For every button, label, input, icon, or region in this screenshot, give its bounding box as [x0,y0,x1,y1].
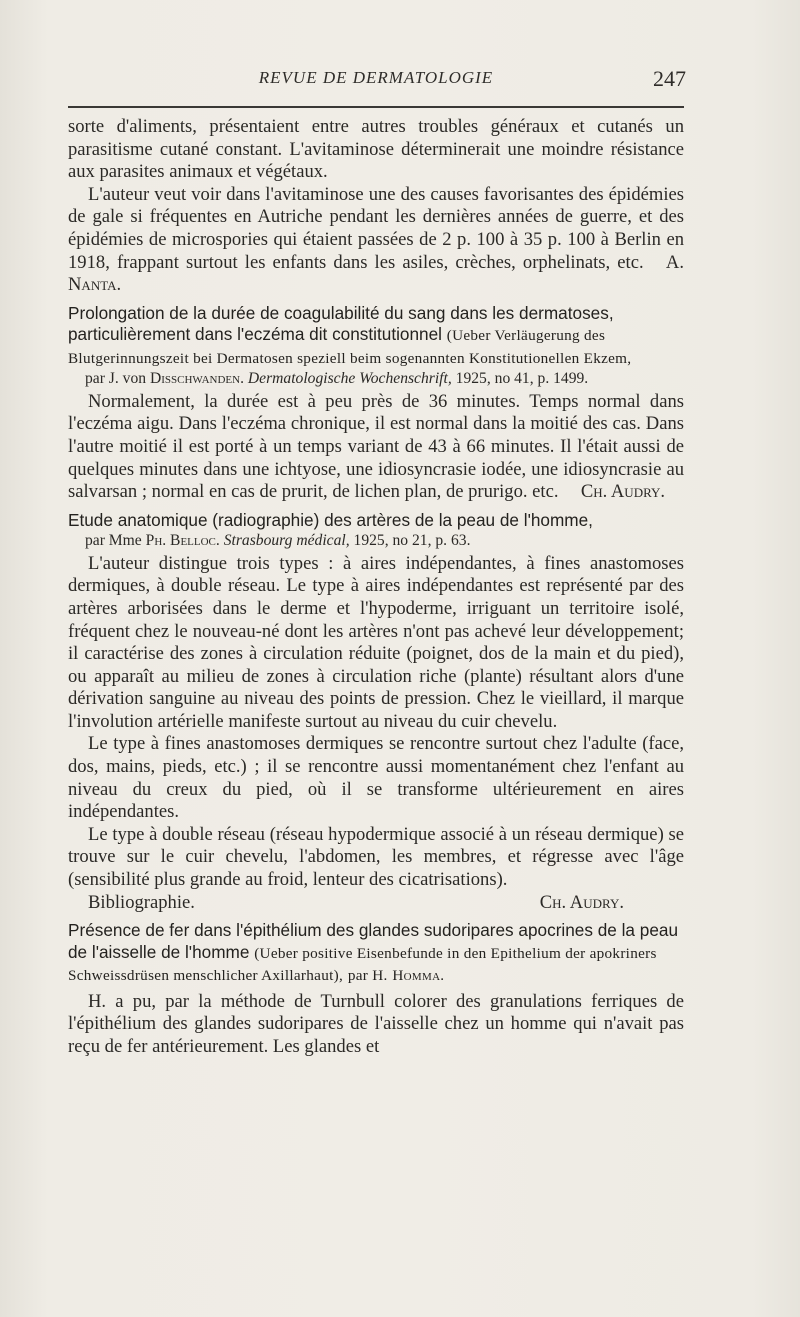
paragraph-fer: H. a pu, par la méthode de Turnbull colorer des granulations ferriques de l'épithélium des glandes sudoripares de l'aisselle chez un homme qui n'avait pas reçu de fer antérieurement. Les glandes et [68,990,684,1057]
bibliography-label: Bibliographie. [88,891,195,913]
author-prefix: par H. [347,967,388,985]
page-content [68,116,684,1059]
journal-name: Strasbourg médical, [223,532,350,550]
paragraph-coagulation [68,391,684,504]
citation-ref: 1925, no 21, p. 63. [353,532,471,550]
article-citation [68,531,684,551]
author-name: Ph. Belloc. [145,532,220,550]
paragraph-continuation: sorte d'aliments, présentaient entre autres troubles généraux et cutanés un parasitisme cutané constant. L'avitaminose déterminerait une moindre résistance aux parasites animaux et végétaux. [68,116,684,183]
bibliography-line [68,892,684,915]
paragraph-coagulation-text: Normalement, la durée est à peu près de 36 minutes. Temps normal dans l'eczéma aigu. Dans l'eczéma chronique, il est normal dans la moitié des cas. Dans l'autre moitié il est porté à un temps variant de 43 à 66 minutes. Il l'était aussi de quelques minutes dans une ichtyose, une idiosyncrasie iodée, une idiosyncrasie au salvarsan ; normal en cas de prurit, de lichen plan, de prurigo. etc. [68,390,684,503]
author-prefix: par Mme [85,532,142,550]
author-name: Disschwanden. [149,370,244,388]
author-name: Homma. [392,967,445,985]
running-title: REVUE DE DERMATOLOGIE [258,68,494,87]
page-header [68,66,684,100]
paragraph-double-reseau: Le type à double réseau (réseau hypodermique associé à un réseau dermique) se trouve sur le cuir chevelu, l'abdomen, les membres, et régresse avec l'âge (sensibilité plus grande au froid, lenteur des cicatrisations). [68,823,684,891]
signature-audry: Ch. Audry. [539,891,624,913]
paragraph-anastomoses: Le type à fines anastomoses dermiques se rencontre surtout chez l'adulte (face, dos, mains, pieds, etc.) ; il se rencontre aussi momentanément chez l'enfant au niveau du creux du pied, où il se transforme ultérieurement en aires indépendantes. [68,733,684,823]
article-title-text: Prolongation de la durée de coagulabilité du sang dans les dermatoses, particulièrement dans l'eczéma dit constitutionnel [68,302,614,345]
signature-nanta: A. Nanta. [68,251,684,296]
header-rule [68,106,684,108]
citation-ref: 1925, no 41, p. 1499. [455,370,589,388]
article-subtitle: (Ueber positive Eisenbefunde in den Epithelium der apokriners Schweissdrüsen menschlicher Axillarhaut), [68,944,657,985]
journal-name: Dermatologische Wochenschrift, [247,370,452,388]
article-title-text: Présence de fer dans l'épithélium des glandes sudoripares apocrines de la peau de l'aisselle de l'homme [68,920,679,962]
article-title-text: Etude anatomique (radiographie) des artères de la peau de l'homme, [68,509,593,530]
signature-audry: Ch. Audry. [580,481,666,503]
article-title-arteres [68,510,684,532]
paragraph-avitaminose [68,184,684,297]
article-title-coagulabilite [68,303,684,370]
article-subtitle: (Ueber Verläugerung des Blutgerinnungszeit bei Dermatosen speziell beim sogenannten Konstitutionellen Ekzem, [68,327,632,367]
paragraph-types: L'auteur distingue trois types : à aires indépendantes, à fines anastomoses dermiques, à double réseau. Le type à aires indépendantes est représenté par des artères arborisées dans le derme et l'hypoderme, irriguant un territoire isolé, fréquent chez le nouveau-né dont les artères n'ont pas achevé leur développement; il caractérise des zones à circulation réduite (poignet, dos de la main et du pied), ou apparaît au milieu de zones à circulation riche (plante) résultant alors d'une dérivation sanguine au niveau des points de pression. Chez le vieillard, il marque l'involution artérielle manifeste surtout au niveau du cuir chevelu. [68,552,684,732]
article-citation [68,369,684,389]
page-number: 247 [653,66,686,91]
article-title-fer [68,920,684,987]
paragraph-avitaminose-text: L'auteur veut voir dans l'avitaminose une des causes favorisantes des épidémies de gale si fréquentes en Autriche pendant les dernières années de guerre, et des épidémies de microspories qui étaient passées de 2 p. 100 à 35 p. 100 à Berlin en 1918, frappant surtout les enfants dans les asiles, crèches, orphelinats, etc. [68,183,684,273]
author-prefix: par J. von [85,370,147,388]
